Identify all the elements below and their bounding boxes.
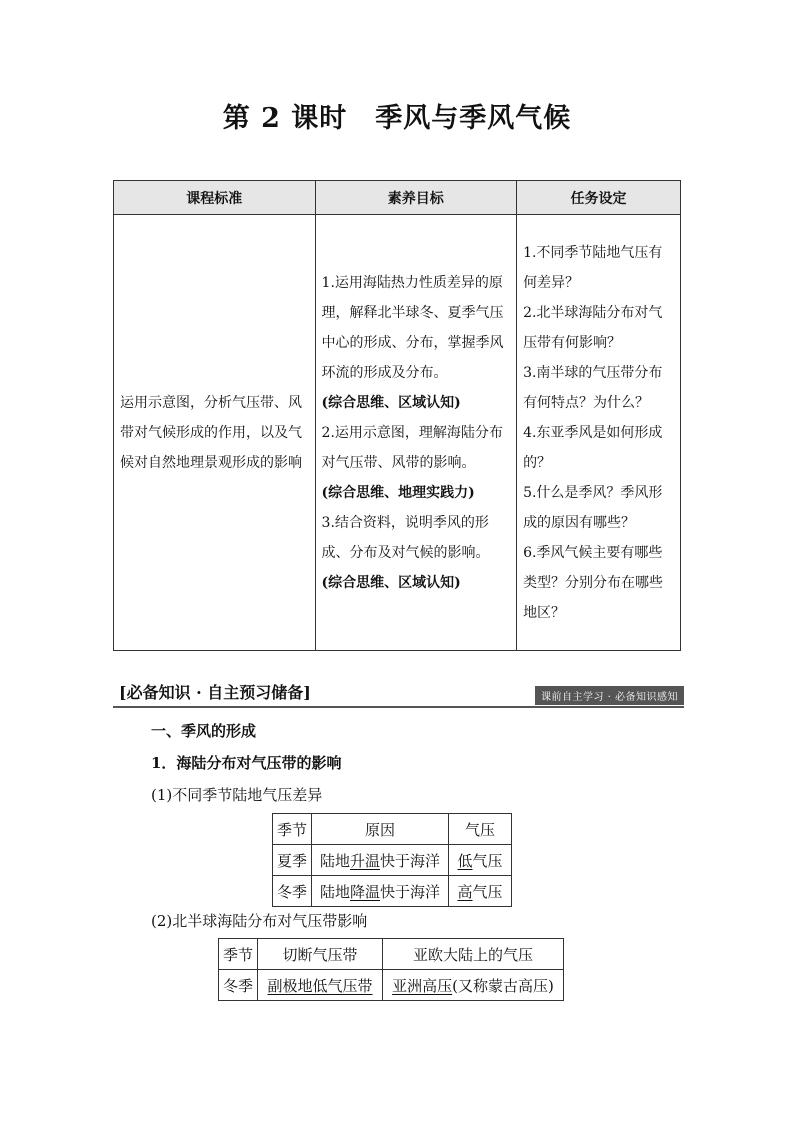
header-season: 季节 <box>219 939 258 970</box>
heading-seasonal-pressure: (1)不同季节陆地气压差异 <box>151 786 323 804</box>
header-cause: 原因 <box>312 814 449 845</box>
table-header-row <box>114 181 681 215</box>
page-title <box>0 96 794 135</box>
pressure-keyword: 高 <box>457 882 473 901</box>
goal-2: 2.运用示意图，理解海陆分布对气压带、风带的影响。 <box>321 424 503 471</box>
table-header-row <box>273 814 512 845</box>
header-goals: 素养目标 <box>315 181 517 215</box>
lesson-number: 第 2 课时 <box>222 103 348 134</box>
task-1: 1.不同季节陆地气压有何差异？ <box>523 244 663 291</box>
header-season: 季节 <box>273 814 312 845</box>
cause-suffix: 快于海洋 <box>380 882 441 901</box>
cause-suffix: 快于海洋 <box>380 851 441 870</box>
section-tag: 课前自主学习 · 必备知识感知 <box>535 686 684 705</box>
seasonal-pressure-table <box>272 813 512 907</box>
header-pressure: 气压 <box>449 814 512 845</box>
heading-land-sea-effect: 1．海陆分布对气压带的影响 <box>151 754 342 772</box>
pressure-keyword: 亚洲高压 <box>392 976 453 995</box>
heading-nh-distribution: (2)北半球海陆分布对气压带影响 <box>151 912 368 930</box>
season-cell: 夏季 <box>273 845 312 876</box>
goal-1: 1.运用海陆热力性质差异的原理，解释北半球冬、夏季气压中心的形成、分布，掌握季风环流的形成及分布。 <box>321 274 504 381</box>
task-2: 2.北半球海陆分布对气压带有何影响？ <box>523 304 663 351</box>
lesson-topic: 季风与季风气候 <box>375 103 572 134</box>
section-header <box>113 678 684 708</box>
cause-cell <box>312 876 449 907</box>
season-cell: 冬季 <box>273 876 312 907</box>
belt-cell <box>258 970 383 1001</box>
tasks-cell <box>517 215 681 651</box>
pressure-suffix: 气压 <box>472 882 503 901</box>
table-header-row <box>219 939 564 970</box>
header-belt: 切断气压带 <box>258 939 383 970</box>
curriculum-table <box>113 180 681 651</box>
task-3: 3.南半球的气压带分布有何特点？为什么？ <box>523 364 663 411</box>
pressure-cell <box>449 876 512 907</box>
belt-keyword: 副极地低气压带 <box>267 976 373 995</box>
task-6: 6.季风气候主要有哪些类型？分别分布在哪些地区？ <box>523 544 664 621</box>
cause-prefix: 陆地 <box>319 882 350 901</box>
cause-keyword: 升温 <box>350 851 381 870</box>
season-cell: 冬季 <box>219 970 258 1001</box>
cause-prefix: 陆地 <box>319 851 350 870</box>
goals-cell <box>315 215 517 651</box>
nh-pressure-table <box>218 938 564 1001</box>
standard-cell <box>114 215 316 651</box>
heading-monsoon-formation: 一、季风的形成 <box>151 722 257 740</box>
table-row <box>273 845 512 876</box>
standard-text: 运用示意图，分析气压带、风带对气候形成的作用，以及气候对自然地理景观形成的影响 <box>120 394 302 471</box>
goal-2-note: (综合思维、地理实践力) <box>321 484 475 501</box>
pressure-keyword: 低 <box>457 851 473 870</box>
goal-1-note: (综合思维、区域认知) <box>321 394 461 411</box>
table-row <box>219 970 564 1001</box>
header-eurasia-pressure: 亚欧大陆上的气压 <box>383 939 564 970</box>
pressure-suffix: (又称蒙古高压) <box>452 976 554 995</box>
goal-3: 3.结合资料，说明季风的形成、分布及对气候的影响。 <box>321 514 490 561</box>
cause-keyword: 降温 <box>350 882 381 901</box>
table-row <box>273 876 512 907</box>
cause-cell <box>312 845 449 876</box>
task-4: 4.东亚季风是如何形成的？ <box>523 424 663 471</box>
section-title: [必备知识 · 自主预习储备] <box>119 683 311 702</box>
pressure-cell <box>449 845 512 876</box>
eurasia-pressure-cell <box>383 970 564 1001</box>
pressure-suffix: 气压 <box>472 851 503 870</box>
task-5: 5.什么是季风？季风形成的原因有哪些？ <box>523 484 663 531</box>
header-standard: 课程标准 <box>114 181 316 215</box>
table-row <box>114 215 681 651</box>
goal-3-note: (综合思维、区域认知) <box>321 574 461 591</box>
header-tasks: 任务设定 <box>517 181 681 215</box>
